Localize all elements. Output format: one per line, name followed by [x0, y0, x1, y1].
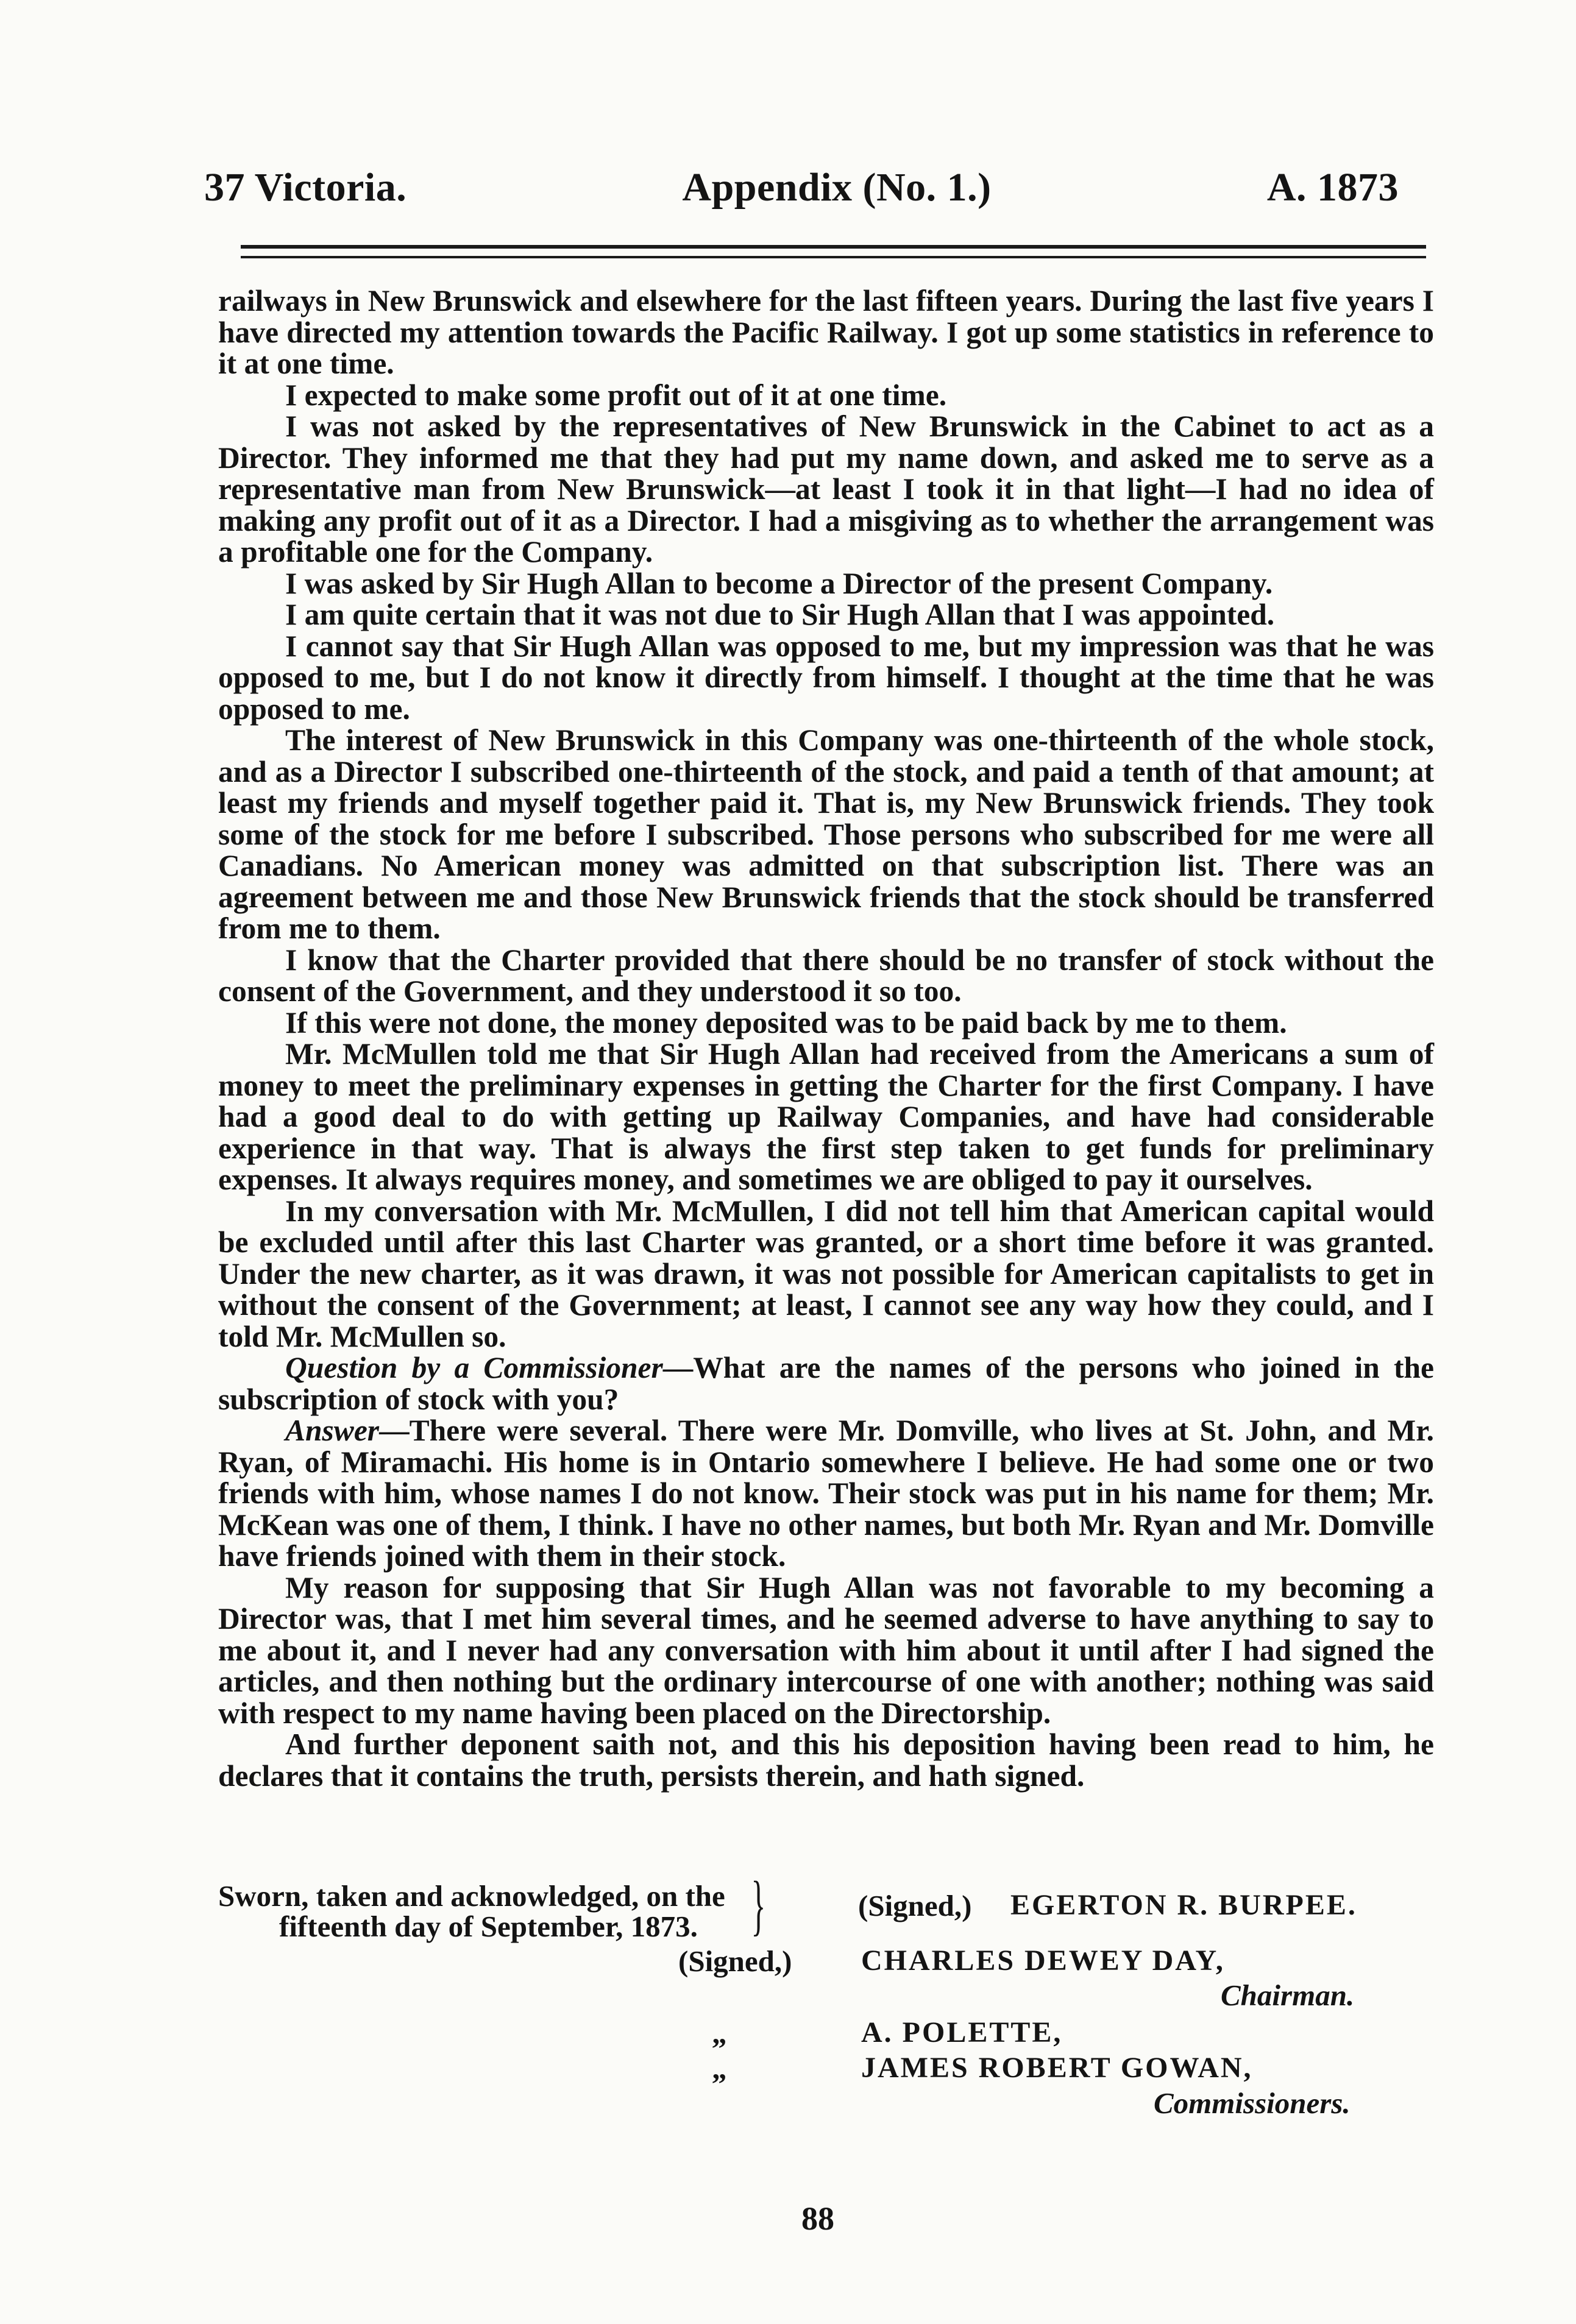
- paragraph: railways in New Brunswick and elsewhere for the last fifteen years. During the last five years I have directed my attention towards the Pacific Railway. I got up some statistics in reference to it at one time.: [218, 284, 1434, 380]
- commissioners-title: Commissioners.: [1154, 2086, 1351, 2120]
- signed-label-2: (Signed,): [678, 1944, 792, 1978]
- header-title: Appendix (No. 1.): [682, 165, 992, 210]
- question-text: —What are the names of the persons who joined in the subscription of stock with you?: [218, 1351, 1434, 1416]
- paragraph: In my conversation with Mr. McMullen, I did not tell him that American capital would be excluded until after this last Charter was granted, or a short time before it was granted. Under the new charter, as it was drawn, it was not possible for American capitalists to get in without the consent of the Government; at least, I cannot see any way how they could, and I told Mr. McMullen so.: [218, 1194, 1434, 1353]
- paragraph: And further deponent saith not, and this his deposition having been read to him, he declares that it contains the truth, persists therein, and hath signed.: [218, 1727, 1434, 1793]
- paragraph: I know that the Charter provided that there should be no transfer of stock without the consent of the Government, and they understood it so too.: [218, 943, 1434, 1008]
- sworn-line-1: Sworn, taken and acknowledged, on the: [218, 1879, 725, 1913]
- sworn-line-2: fifteenth day of September, 1873.: [279, 1910, 698, 1943]
- paragraph: I was asked by Sir Hugh Allan to become a Director of the present Company.: [285, 566, 1273, 600]
- ditto-mark: „: [712, 2052, 727, 2085]
- brace: }: [751, 1868, 766, 1942]
- paragraph: I was not asked by the representatives of New Brunswick in the Cabinet to act as a Director. They informed me that they had put my name down, and asked me to serve as a representative man from New Brunswick—at least I took it in that light—I had no idea of making any profit out of it as a Director. I had a misgiving as to whether the arrangement was a profitable one for the Company.: [218, 409, 1434, 569]
- commissioner-question: [218, 1352, 1434, 1415]
- answer-label: Answer: [285, 1414, 380, 1447]
- commissioner-gowan: JAMES ROBERT GOWAN,: [861, 2052, 1253, 2084]
- answer-text: —There were several. There were Mr. Domville, who lives at St. John, and Mr. Ryan, of Miramachi. His home is in Ontario somewhere I believe. He had some one or two friends with him, whose names I do not know. Their stock was put in his name for them; Mr. McKean was one of them, I think. I have no other names, but both Mr. Ryan and Mr. Domville have friends joined with them in their stock.: [218, 1414, 1434, 1573]
- deposition-text: [218, 285, 1434, 1791]
- paragraph: The interest of New Brunswick in this Company was one-thirteenth of the whole stock, and as a Director I subscribed one-thirteenth of the stock, and paid a tenth of that amount; at least my friends and myself together paid it. That is, my New Brunswick friends. They took some of the stock for me before I subscribed. Those persons who subscribed for me were all Canadians. No American money was admitted on that subscription list. There was an agreement between me and those New Brunswick friends that the stock should be transferred from me to them.: [218, 723, 1434, 945]
- paragraph: I expected to make some profit out of it at one time.: [285, 378, 947, 412]
- deponent-answer: [218, 1415, 1434, 1572]
- header-rule-thick: [241, 245, 1426, 249]
- paragraph: I cannot say that Sir Hugh Allan was opposed to me, but my impression was that he was opposed to me, but I do not know it directly from himself. I thought at the time that he was opposed to me.: [218, 629, 1434, 726]
- paragraph: Mr. McMullen told me that Sir Hugh Allan had received from the Americans a sum of money to meet the preliminary expenses in getting the Charter for the first Company. I have had a good deal to do with getting up Railway Companies, and have had considerable experience in that way. That is always the first step taken to get funds for preliminary expenses. It always requires money, and sometimes we are obliged to pay it ourselves.: [218, 1037, 1434, 1196]
- ditto-mark: „: [712, 2016, 727, 2050]
- page-number: 88: [801, 2200, 834, 2237]
- chairman-name: CHARLES DEWEY DAY,: [861, 1944, 1225, 1977]
- paragraph: I am quite certain that it was not due to Sir Hugh Allan that I was appointed.: [285, 598, 1275, 631]
- header-rule-thin: [241, 256, 1426, 258]
- paragraph: If this were not done, the money deposited was to be paid back by me to them.: [285, 1005, 1287, 1040]
- commissioner-polette: A. POLETTE,: [861, 2016, 1063, 2049]
- question-label: Question by a Commissioner: [285, 1351, 663, 1384]
- paragraph: My reason for supposing that Sir Hugh Allan was not favorable to my becoming a Director was, that I met him several times, and he seemed adverse to have anything to say to me about it, and I never had any conversation with him about it until after I had signed the articles, and then nothing but the ordinary intercourse of one with another; nothing was said with respect to my name having been placed on the Directorship.: [218, 1570, 1434, 1730]
- signature-block: [218, 1868, 1437, 2134]
- header-session: 37 Victoria.: [204, 165, 407, 210]
- signed-label: (Signed,): [858, 1889, 972, 1922]
- deponent-signature: EGERTON R. BURPEE.: [1010, 1889, 1357, 1921]
- chairman-title: Chairman.: [1221, 1979, 1355, 2012]
- running-header: [204, 165, 1399, 211]
- header-year: A. 1873: [1266, 165, 1399, 210]
